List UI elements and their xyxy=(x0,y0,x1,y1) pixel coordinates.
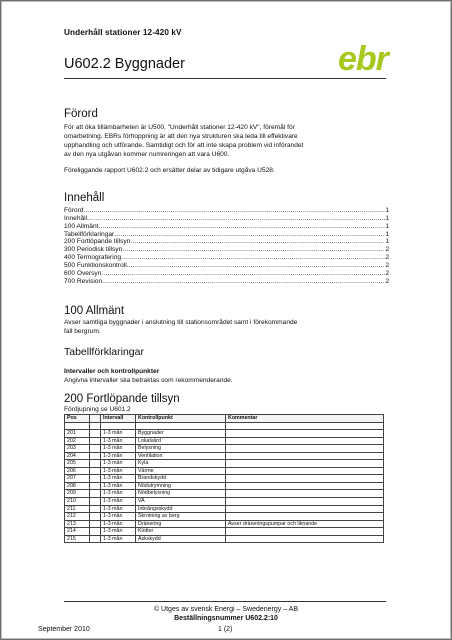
col-header-kontrollpunkt: Kontrollpunkt xyxy=(136,415,226,423)
cell-blank xyxy=(90,437,101,445)
toc-entry-label: 200 Fortlöpande tillsyn xyxy=(64,238,131,246)
cell-kommentar xyxy=(226,535,384,543)
cell-intervall: 1-3 mån xyxy=(101,505,136,513)
table-row xyxy=(65,430,384,438)
toc-entry[interactable] xyxy=(64,270,389,278)
toc-entry-page: 2 xyxy=(385,277,389,285)
toc-entry-page: 1 xyxy=(385,207,389,214)
cell-kontrollpunkt: Byggnader xyxy=(136,430,226,438)
toc-entry-page: 1 xyxy=(385,214,389,222)
footer-page-number: 1 (2) xyxy=(218,626,233,633)
cell-pos: 201 xyxy=(65,430,90,438)
cell-intervall: 1-3 mån xyxy=(101,513,136,521)
cell-intervall xyxy=(101,422,136,430)
forord-line: För att öka tillämbarheten är U500, "Underhåll stationer 12-420 kV", föremål för xyxy=(64,124,295,131)
toc-entry[interactable] xyxy=(64,215,389,223)
table-row xyxy=(65,490,384,498)
cell-blank xyxy=(90,505,101,513)
cell-pos: 208 xyxy=(65,482,90,490)
toc-dot-leader xyxy=(87,215,385,223)
cell-kommentar: Avser dräneringspumpar och liknande xyxy=(226,520,384,528)
cell-intervall: 1-3 mån xyxy=(101,490,136,498)
intervaller-subheading: Intervaller och kontrollpunkter xyxy=(64,368,160,375)
cell-blank xyxy=(90,528,101,536)
toc-entry-page: 2 xyxy=(385,261,389,269)
footer-divider xyxy=(64,601,386,602)
table-row xyxy=(65,422,384,430)
col-header-kommentar: Kommentar xyxy=(226,415,384,423)
toc-dot-leader xyxy=(102,278,385,286)
toc-dot-leader xyxy=(130,238,385,246)
document-page xyxy=(1,1,451,639)
cell-pos xyxy=(65,422,90,430)
fortlopande-heading: 200 Fortlöpande tillsyn xyxy=(64,393,180,405)
toc-entry-label: 600 Översyn xyxy=(64,269,102,277)
col-header-pos: Pos xyxy=(65,415,90,423)
toc-entry-page: 2 xyxy=(385,254,389,262)
cell-pos: 214 xyxy=(65,528,90,536)
table-row xyxy=(65,535,384,543)
forord-line: av den nya utgåvan kommer numreringen att vara U600. xyxy=(64,151,230,158)
cell-pos: 212 xyxy=(65,513,90,521)
cell-kontrollpunkt xyxy=(136,422,226,430)
cell-kommentar xyxy=(226,482,384,490)
cell-blank xyxy=(90,535,101,543)
allmant-line: Avser samtliga byggnader i anslutning till stationsområdet samt i förekommande xyxy=(64,319,298,326)
cell-kontrollpunkt: Åskskydd xyxy=(136,535,226,543)
table-row xyxy=(65,497,384,505)
allmant-line: fall bergrum. xyxy=(64,328,101,335)
allmant-heading: 100 Allmänt xyxy=(64,305,125,317)
cell-intervall: 1-3 mån xyxy=(101,528,136,536)
cell-kommentar xyxy=(226,460,384,468)
table-row xyxy=(65,482,384,490)
table-row xyxy=(65,445,384,453)
tillsyn-table xyxy=(64,414,384,543)
cell-intervall: 1-3 mån xyxy=(101,482,136,490)
cell-kommentar xyxy=(226,445,384,453)
cell-blank xyxy=(90,460,101,468)
header-divider xyxy=(64,78,386,79)
toc-entry[interactable] xyxy=(64,254,389,262)
cell-pos: 210 xyxy=(65,497,90,505)
cell-intervall: 1-3 mån xyxy=(101,475,136,483)
toc-entry[interactable] xyxy=(64,278,389,286)
footer-order-number: Beställningsnummer U602.2:10 xyxy=(174,615,278,622)
forord-heading: Förord xyxy=(64,108,98,120)
document-title: U602.2 Byggnader xyxy=(64,56,185,72)
cell-pos: 203 xyxy=(65,445,90,453)
table-row xyxy=(65,513,384,521)
cell-kontrollpunkt: Nödbelysning xyxy=(136,490,226,498)
toc-dot-leader xyxy=(121,254,385,262)
cell-pos: 213 xyxy=(65,520,90,528)
table-of-contents xyxy=(64,207,389,285)
table-row xyxy=(65,437,384,445)
col-header-intervall: Intervall xyxy=(101,415,136,423)
cell-intervall: 1-3 mån xyxy=(101,520,136,528)
toc-entry-label: Tabellförklaringar xyxy=(64,230,115,238)
toc-entry-page: 1 xyxy=(385,222,389,230)
table-row xyxy=(65,520,384,528)
cell-kontrollpunkt: Skrotning av berg xyxy=(136,513,226,521)
table-header-row xyxy=(65,415,384,423)
toc-entry[interactable] xyxy=(64,231,389,239)
cell-kontrollpunkt: Ventilation xyxy=(136,452,226,460)
cell-blank xyxy=(90,513,101,521)
table-row xyxy=(65,528,384,536)
cell-kommentar xyxy=(226,505,384,513)
forord-paragraph-2: Föreliggande rapport U602.2 och ersätter delar av tidigare utgåva U528. xyxy=(64,167,275,174)
toc-entry[interactable] xyxy=(64,238,389,246)
toc-entry-page: 2 xyxy=(385,269,389,277)
cell-blank xyxy=(90,467,101,475)
intervaller-text: Angivna intervaller ska betraktas som rekommenderande. xyxy=(64,377,233,384)
running-title: Underhåll stationer 12-420 kV xyxy=(64,28,182,37)
cell-intervall: 1-3 mån xyxy=(101,535,136,543)
cell-intervall: 1-3 mån xyxy=(101,452,136,460)
forord-line: upphandling och utförande. Samtidigt och för att inte skapa problem vid införandet xyxy=(64,142,304,149)
cell-kontrollpunkt: VA xyxy=(136,497,226,505)
table-row xyxy=(65,467,384,475)
col-header-blank xyxy=(90,415,101,423)
cell-kontrollpunkt: Brandskydd xyxy=(136,475,226,483)
cell-pos: 211 xyxy=(65,505,90,513)
cell-kontrollpunkt: Värme xyxy=(136,467,226,475)
cell-kontrollpunkt: Kyla xyxy=(136,460,226,468)
cell-pos: 215 xyxy=(65,535,90,543)
footer-publisher: © Utges av svensk Energi – Swedenergy – AB xyxy=(153,606,299,613)
toc-dot-leader xyxy=(101,270,385,278)
cell-intervall: 1-3 mån xyxy=(101,430,136,438)
ebr-logo-text: ebr xyxy=(338,40,388,78)
cell-blank xyxy=(90,497,101,505)
cell-blank xyxy=(90,475,101,483)
tabellforklaringar-heading: Tabellförklaringar xyxy=(64,346,144,358)
cell-blank xyxy=(90,452,101,460)
toc-entry[interactable] xyxy=(64,223,389,231)
cell-kontrollpunkt: Klotter xyxy=(136,528,226,536)
toc-entry-label: 400 Termografering xyxy=(64,254,122,262)
cell-kommentar xyxy=(226,497,384,505)
toc-entry-page: 1 xyxy=(385,230,389,238)
toc-entry-label: 300 Periodisk tillsyn xyxy=(64,246,123,254)
cell-blank xyxy=(90,520,101,528)
cell-intervall: 1-3 mån xyxy=(101,460,136,468)
footer-date: September 2010 xyxy=(38,626,90,633)
toc-entry-page: 1 xyxy=(385,238,389,246)
toc-entry-label: 700 Revision xyxy=(64,277,103,285)
table-body xyxy=(65,422,384,543)
toc-entry[interactable] xyxy=(64,262,389,270)
cell-kommentar xyxy=(226,528,384,536)
toc-dot-leader xyxy=(127,262,386,270)
cell-blank xyxy=(90,422,101,430)
cell-intervall: 1-3 mån xyxy=(101,445,136,453)
table-row xyxy=(65,475,384,483)
toc-entry-label: Förord xyxy=(64,207,84,214)
cell-kommentar xyxy=(226,452,384,460)
table-row xyxy=(65,505,384,513)
toc-dot-leader xyxy=(98,223,385,231)
forord-line: omarbetning. EBRs förhoppning är att den nya strukturen ska leda till effektivare xyxy=(64,133,298,140)
cell-kontrollpunkt: Belysning xyxy=(136,445,226,453)
cell-kommentar xyxy=(226,430,384,438)
toc-entry-label: 500 Funktionskontroll xyxy=(64,261,127,269)
forord-paragraph xyxy=(64,123,389,159)
cell-kommentar xyxy=(226,490,384,498)
cell-blank xyxy=(90,490,101,498)
cell-kontrollpunkt: Inbrångsskydd xyxy=(136,505,226,513)
cell-kontrollpunkt: Lokalvård xyxy=(136,437,226,445)
table-row xyxy=(65,452,384,460)
cell-intervall: 1-3 mån xyxy=(101,497,136,505)
toc-entry-label: 100 Allmänt xyxy=(64,222,99,230)
cell-kommentar xyxy=(226,513,384,521)
cell-pos: 204 xyxy=(65,452,90,460)
cell-pos: 209 xyxy=(65,490,90,498)
cell-intervall: 1-3 mån xyxy=(101,437,136,445)
cell-blank xyxy=(90,482,101,490)
cell-kommentar xyxy=(226,422,384,430)
cell-kontrollpunkt: Nödutrymning xyxy=(136,482,226,490)
cell-blank xyxy=(90,445,101,453)
toc-entry[interactable] xyxy=(64,207,389,215)
toc-dot-leader xyxy=(114,231,385,239)
cell-kontrollpunkt: Dränering xyxy=(136,520,226,528)
cell-pos: 207 xyxy=(65,475,90,483)
cell-pos: 205 xyxy=(65,460,90,468)
allmant-paragraph xyxy=(64,318,389,336)
innehall-heading: Innehåll xyxy=(64,192,105,204)
toc-entry-label: Innehåll xyxy=(64,214,88,222)
toc-entry-page: 2 xyxy=(385,246,389,254)
cell-kommentar xyxy=(226,467,384,475)
toc-dot-leader xyxy=(122,246,385,254)
table-row xyxy=(65,460,384,468)
toc-dot-leader xyxy=(83,207,385,215)
cell-kommentar xyxy=(226,437,384,445)
cell-pos: 202 xyxy=(65,437,90,445)
cell-blank xyxy=(90,430,101,438)
toc-entry[interactable] xyxy=(64,246,389,254)
cell-intervall: 1-3 mån xyxy=(101,467,136,475)
fordjupning-note: Fördjupning se U601.2 xyxy=(64,406,131,413)
cell-pos: 206 xyxy=(65,467,90,475)
ebr-logo xyxy=(338,38,400,78)
cell-kommentar xyxy=(226,475,384,483)
